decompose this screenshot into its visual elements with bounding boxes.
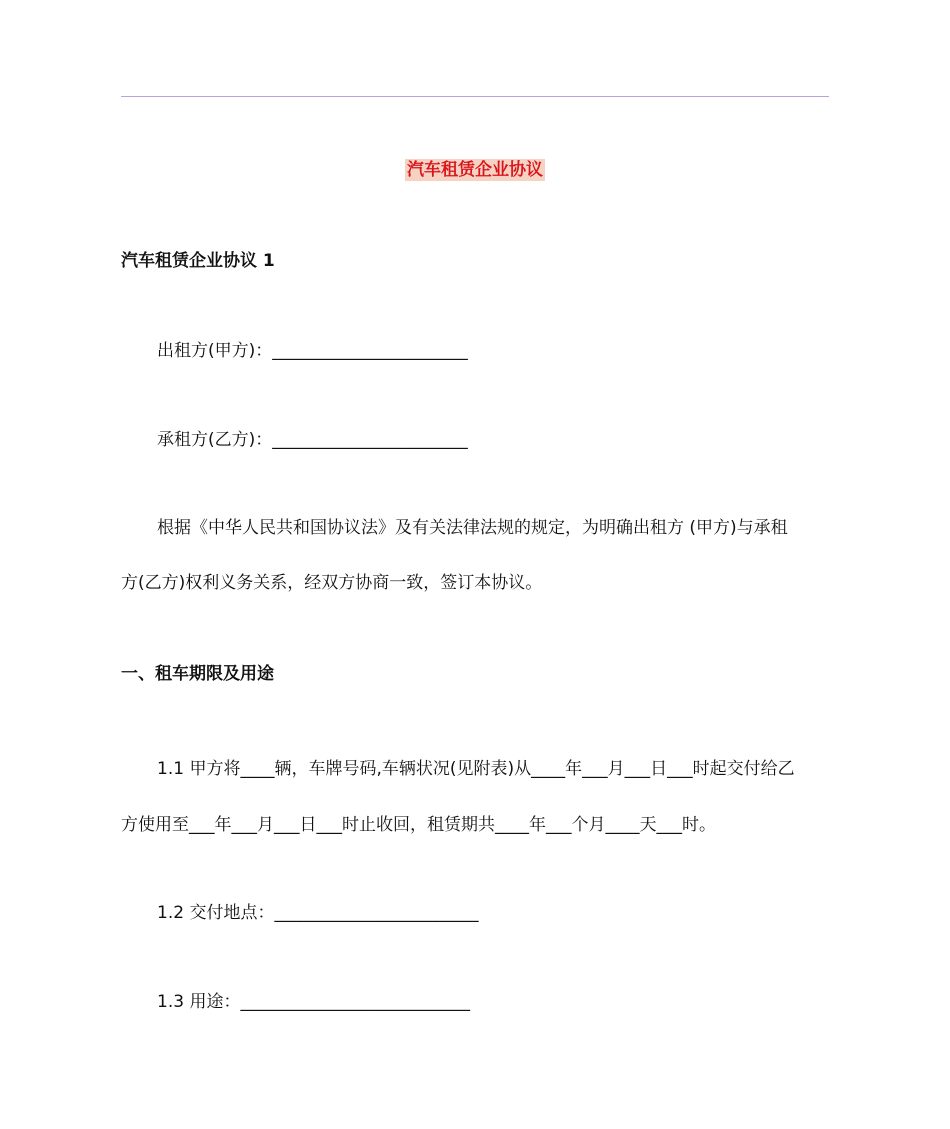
lessee-field: 承租方(乙方)：_______________________ <box>157 430 468 450</box>
intro-paragraph-line-1: 根据《中华人民共和国协议法》及有关法律法规的规定，为明确出租方 (甲方)与承租 <box>157 518 788 538</box>
header-rule <box>121 96 829 97</box>
intro-paragraph-line-2: 方(乙方)权利义务关系，经双方协商一致，签订本协议。 <box>121 573 543 593</box>
clause-1-1-line-2: 方使用至___年___月___日___时止收回，租赁期共____年___个月____天___时。 <box>121 815 716 835</box>
section-heading-1: 一、租车期限及用途 <box>121 664 274 684</box>
agreement-subtitle: 汽车租赁企业协议 1 <box>121 251 275 271</box>
clause-1-1-line-1: 1.1 甲方将____辆，车牌号码,车辆状况(见附表)从____年___月___日___时起交付给乙 <box>157 759 795 779</box>
lessor-field: 出租方(甲方)：_______________________ <box>157 341 468 361</box>
clause-1-2: 1.2 交付地点：________________________ <box>157 903 479 923</box>
clause-1-3: 1.3 用途：___________________________ <box>157 992 470 1012</box>
document-title-wrap <box>0 158 950 182</box>
document-title: 汽车租赁企业协议 <box>407 160 543 180</box>
